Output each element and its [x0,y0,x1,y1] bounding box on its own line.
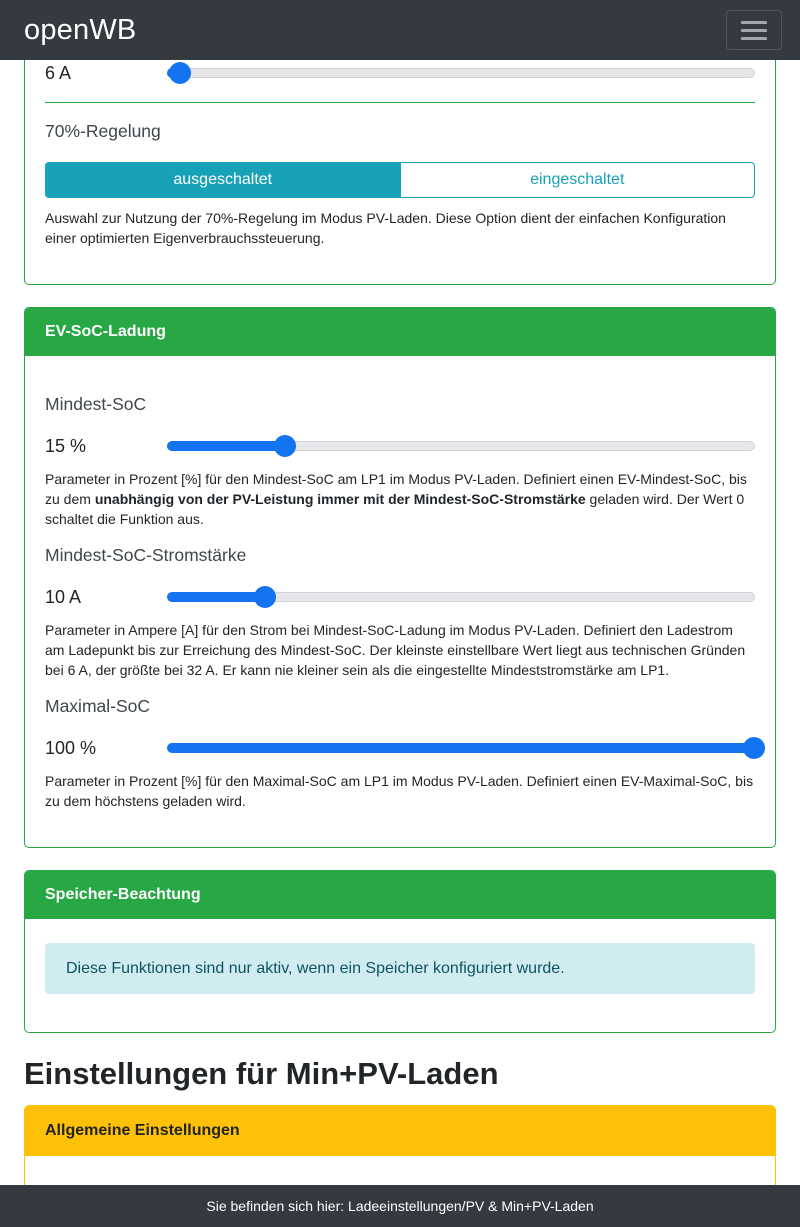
app-brand: openWB [24,13,137,46]
ev-soc-card-body [25,356,775,847]
storage-card [24,870,776,1033]
min-current-value: 6 A [45,62,72,83]
page-content [0,60,800,1227]
min-soc-slider-row [45,435,755,457]
min-soc-current-description: Parameter in Ampere [A] für den Strom bei Mindest-SoC-Ladung im Modus PV-Laden. Definiert den Ladestrom am Ladepunkt bis zur Erreichung des Mindest-SoC. Der kleinste einstellbare Wert liegt aus technischen Gründen bei 6 A, der größte bei 32 A. Er kann nie kleiner sein als die eingestellte Mindeststromstärke am LP1. [45,622,746,678]
regulation-70-on-button[interactable]: eingeschaltet [401,162,756,198]
min-soc-current-value: 10 A [45,586,82,607]
general-settings-card-header: Allgemeine Einstellungen [25,1106,775,1156]
min-soc-title: Mindest-SoC [45,394,147,414]
divider [45,102,755,103]
breadcrumb: Sie befinden sich hier: Ladeeinstellungen/PV & Min+PV-Laden [206,1198,594,1214]
slider-handle[interactable] [274,435,296,457]
max-soc-value: 100 % [45,737,97,758]
slider-fill [167,441,286,451]
hamburger-icon [741,21,767,24]
storage-card-body [25,919,775,1032]
navbar [0,0,800,60]
slider-fill [167,743,755,753]
min-soc-description: Parameter in Prozent [%] für den Mindest-SoC am LP1 im Modus PV-Laden. Definiert einen EV-Mindest-SoC, bis zu dem unabhängig von der PV-Leistung immer mit der Mindest-SoC-Stromstärke geladen wird. Der Wert 0 schaltet die Funktion aus. [45,471,747,527]
min-soc-current-slider[interactable] [167,592,755,602]
storage-info-alert: Diese Funktionen sind nur aktiv, wenn ein Speicher konfiguriert wurde. [45,943,755,994]
slider-handle[interactable] [254,586,276,608]
ev-soc-card-header: EV-SoC-Ladung [25,308,775,356]
max-soc-slider[interactable] [167,743,755,753]
max-soc-title: Maximal-SoC [45,696,151,716]
regulation-70-title: 70%-Regelung [45,121,161,141]
min-current-slider-row [45,62,755,84]
regulation-70-off-button[interactable]: ausgeschaltet [45,162,401,198]
hamburger-menu-button[interactable] [726,10,782,50]
min-soc-current-title: Mindest-SoC-Stromstärke [45,545,247,565]
min-current-slider[interactable] [167,68,755,78]
min-soc-slider[interactable] [167,441,755,451]
ev-soc-card [24,307,776,848]
min-soc-value: 15 % [45,435,87,456]
min-soc-current-slider-row [45,586,755,608]
minpv-section-heading: Einstellungen für Min+PV-Laden [24,1056,499,1091]
pv-laden-card-body [25,60,775,284]
regulation-70-toggle-group [45,162,755,198]
slider-handle[interactable] [743,737,765,759]
min-soc-description-bold: unabhängig von der PV-Leistung immer mit der Mindest-SoC-Stromstärke [94,491,586,507]
regulation-70-description: Auswahl zur Nutzung der 70%-Regelung im Modus PV-Laden. Diese Option dient der einfachen Konfiguration einer optimierten Eigenverbrauchssteuerung. [45,210,726,246]
slider-handle[interactable] [169,62,191,84]
max-soc-description: Parameter in Prozent [%] für den Maximal-SoC am LP1 im Modus PV-Laden. Definiert einen EV-Maximal-SoC, bis zu dem höchstens geladen wird. [45,773,754,809]
slider-fill [167,592,266,602]
max-soc-slider-row [45,737,755,759]
breadcrumb-footer [0,1185,800,1227]
storage-card-header: Speicher-Beachtung [25,871,775,919]
pv-laden-card [24,60,776,285]
